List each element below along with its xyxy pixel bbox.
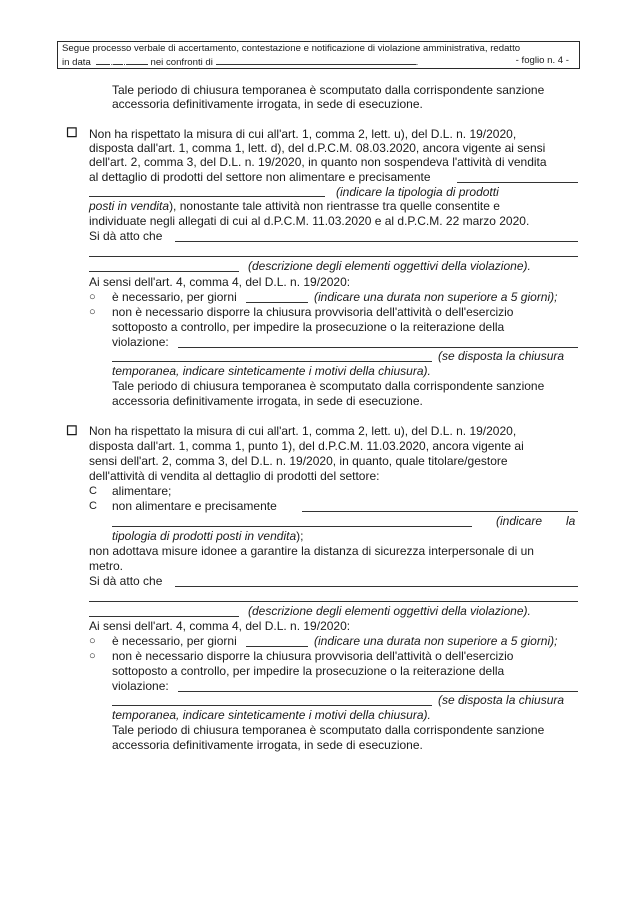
s2-option-nonfood-label: non alimentare e precisamente — [112, 499, 277, 513]
s2-end-line-1: Tale periodo di chiusura temporanea è scomputato dalla corrispondente sanzione — [112, 723, 545, 737]
s1-fact-blank-2[interactable] — [89, 256, 578, 257]
intro-line-2: accessoria definitivamente irrogata, in sede di esecuzione. — [112, 97, 423, 111]
s2-option-food-check[interactable]: C — [89, 485, 97, 497]
s1-option-b-line-1: non è necessario disporre la chiusura provvisoria dell'attività o dell'esercizio — [112, 305, 514, 319]
date-day-blank[interactable] — [96, 55, 110, 65]
s1-line-10: Ai sensi dell'art. 4, comma 4, del D.L. n. 19/2020: — [89, 275, 351, 289]
s1-option-a-hint — [314, 290, 557, 304]
header-subject-label: nei confronti di — [150, 57, 213, 68]
s2-option-hint-2-rest: ); — [296, 529, 304, 543]
s2-option-hint-1b: la — [566, 514, 576, 528]
s1-product-blank-1[interactable] — [457, 182, 578, 183]
s1-option-b-radio[interactable]: ○ — [89, 306, 96, 318]
intro-line-1: Tale periodo di chiusura temporanea è scomputato dalla corrispondente sanzione — [112, 83, 545, 97]
s1-end-line-1: Tale periodo di chiusura temporanea è scomputato dalla corrispondente sanzione — [112, 379, 545, 393]
date-month-blank[interactable] — [113, 55, 123, 65]
s2-line-8: (descrizione degli elementi oggettivi della violazione). — [248, 604, 531, 618]
s1-option-a-hint-text: (indicare una durata non superiore a 5 giorni); — [314, 290, 558, 304]
s2-option-hint-2-italic: tipologia di prodotti posti in vendita — [112, 529, 297, 543]
s2-fact-blank-2[interactable] — [89, 601, 578, 602]
s2-days-blank[interactable] — [246, 646, 308, 647]
s1-line-9: (descrizione degli elementi oggettivi della violazione). — [248, 259, 531, 273]
s1-line-5: (indicare la tipologia di prodotti — [336, 185, 499, 199]
header-line-2: in data . . nei confronti di . - foglio n. 4 - — [62, 55, 569, 68]
s1-option-a-radio[interactable]: ○ — [89, 291, 96, 303]
s2-option-b-line-2: sottoposto a controllo, per impedire la prosecuzione o la reiterazione della — [112, 664, 505, 678]
section2-checkbox[interactable]: ☐ — [66, 423, 78, 438]
s1-days-blank[interactable] — [246, 302, 308, 303]
s2-option-b-line-1: non è necessario disporre la chiusura provvisoria dell'attività o dell'esercizio — [112, 649, 514, 663]
s1-line-1: Non ha rispettato la misura di cui all'art. 1, comma 2, lett. u), del D.L. n. 19/2020, — [89, 127, 517, 141]
s1-end-line-2: accessoria definitivamente irrogata, in sede di esecuzione. — [112, 394, 423, 408]
s1-fact-blank-3[interactable] — [89, 271, 239, 272]
s2-option-a-radio[interactable]: ○ — [89, 635, 96, 647]
s2-product-blank-1[interactable] — [302, 511, 578, 512]
s1-option-b-line-5: temporanea, indicare sinteticamente i motivi della chiusura). — [112, 364, 431, 378]
s1-line-4: al dettaglio di prodotti del settore non alimentare e precisamente — [89, 170, 431, 184]
s2-option-hint-2 — [112, 529, 303, 543]
s2-option-nonfood-check[interactable]: C — [89, 500, 97, 512]
section1-checkbox[interactable]: ☐ — [66, 125, 78, 140]
s1-option-b-line-3: violazione: — [112, 335, 169, 349]
s2-product-blank-2[interactable] — [112, 526, 472, 527]
s2-option-b-radio[interactable]: ○ — [89, 650, 96, 662]
s1-line-6-italic: posti in vendita — [89, 199, 170, 213]
page-number: - foglio n. 4 - — [515, 55, 569, 66]
s2-option-b-line-3: violazione: — [112, 679, 169, 693]
header-line-1: Segue processo verbale di accertamento, contestazione e notificazione di violazione amministrativa, redatto — [62, 43, 521, 54]
s2-line-2: disposta dall'art. 1, comma 1, punto 1), del d.P.C.M. 11.03.2020, ancora vigente ai — [89, 439, 524, 453]
s1-product-blank-2[interactable] — [89, 196, 325, 197]
s2-line-1: Non ha rispettato la misura di cui all'art. 1, comma 2, lett. u), del D.L. n. 19/2020, — [89, 424, 517, 438]
s1-option-a-label: è necessario, per giorni — [112, 290, 237, 304]
s1-reason-blank-1[interactable] — [178, 347, 578, 348]
s1-line-3: dell'art. 2, comma 3, del D.L. n. 19/2020, in quanto non sospendeva l'attività di vendita — [89, 155, 547, 169]
s2-line-5: non adottava misure idonee a garantire la distanza di sicurezza interpersonale di un — [89, 544, 534, 558]
s2-reason-blank-2[interactable] — [112, 705, 432, 706]
s1-line-6 — [89, 199, 500, 213]
s2-line-4: dell'attività di vendita al dettaglio di prodotti del settore: — [89, 469, 380, 483]
s2-fact-blank-3[interactable] — [89, 616, 239, 617]
s2-option-b-line-5: temporanea, indicare sinteticamente i motivi della chiusura). — [112, 708, 431, 722]
s2-end-line-2: accessoria definitivamente irrogata, in sede di esecuzione. — [112, 738, 423, 752]
s1-line-7: individuate negli allegati di cui al d.P.C.M. 11.03.2020 e al d.P.C.M. 22 marzo 2020. — [89, 214, 530, 228]
header-date-label: in data — [62, 57, 91, 68]
s1-option-b-line-2: sottoposto a controllo, per impedire la prosecuzione o la reiterazione della — [112, 320, 505, 334]
s2-line-6: metro. — [89, 559, 124, 573]
s2-option-a-label: è necessario, per giorni — [112, 634, 237, 648]
document-header — [57, 41, 580, 69]
s1-reason-blank-2[interactable] — [112, 361, 432, 362]
date-year-blank[interactable] — [126, 55, 148, 65]
s1-line-2: disposta dall'art. 1, comma 1, lett. d), del d.P.C.M. 08.03.2020, ancora vigente ai sensi — [89, 141, 546, 155]
s1-line-8: Si dà atto che — [89, 229, 163, 243]
s2-option-b-line-4: (se disposta la chiusura — [438, 693, 565, 707]
s1-line-6-rest: ), nonostante tale attività non rientrasse tra quelle consentite e — [169, 199, 500, 213]
s1-option-b-line-4: (se disposta la chiusura — [438, 349, 565, 363]
s2-reason-blank-1[interactable] — [178, 691, 578, 692]
s2-option-food-label: alimentare; — [112, 484, 172, 498]
subject-blank[interactable] — [216, 55, 416, 65]
s2-line-7: Si dà atto che — [89, 574, 163, 588]
s2-option-a-hint: (indicare una durata non superiore a 5 giorni); — [314, 634, 558, 648]
s2-fact-blank-1[interactable] — [175, 586, 578, 587]
s1-fact-blank-1[interactable] — [175, 241, 578, 242]
s2-option-hint-1: (indicare — [496, 514, 543, 528]
s2-line-9: Ai sensi dell'art. 4, comma 4, del D.L. n. 19/2020: — [89, 619, 351, 633]
s2-line-3: sensi dell'art. 2, comma 3, del D.L. n. 19/2020, in quanto, quale titolare/gestore — [89, 454, 508, 468]
